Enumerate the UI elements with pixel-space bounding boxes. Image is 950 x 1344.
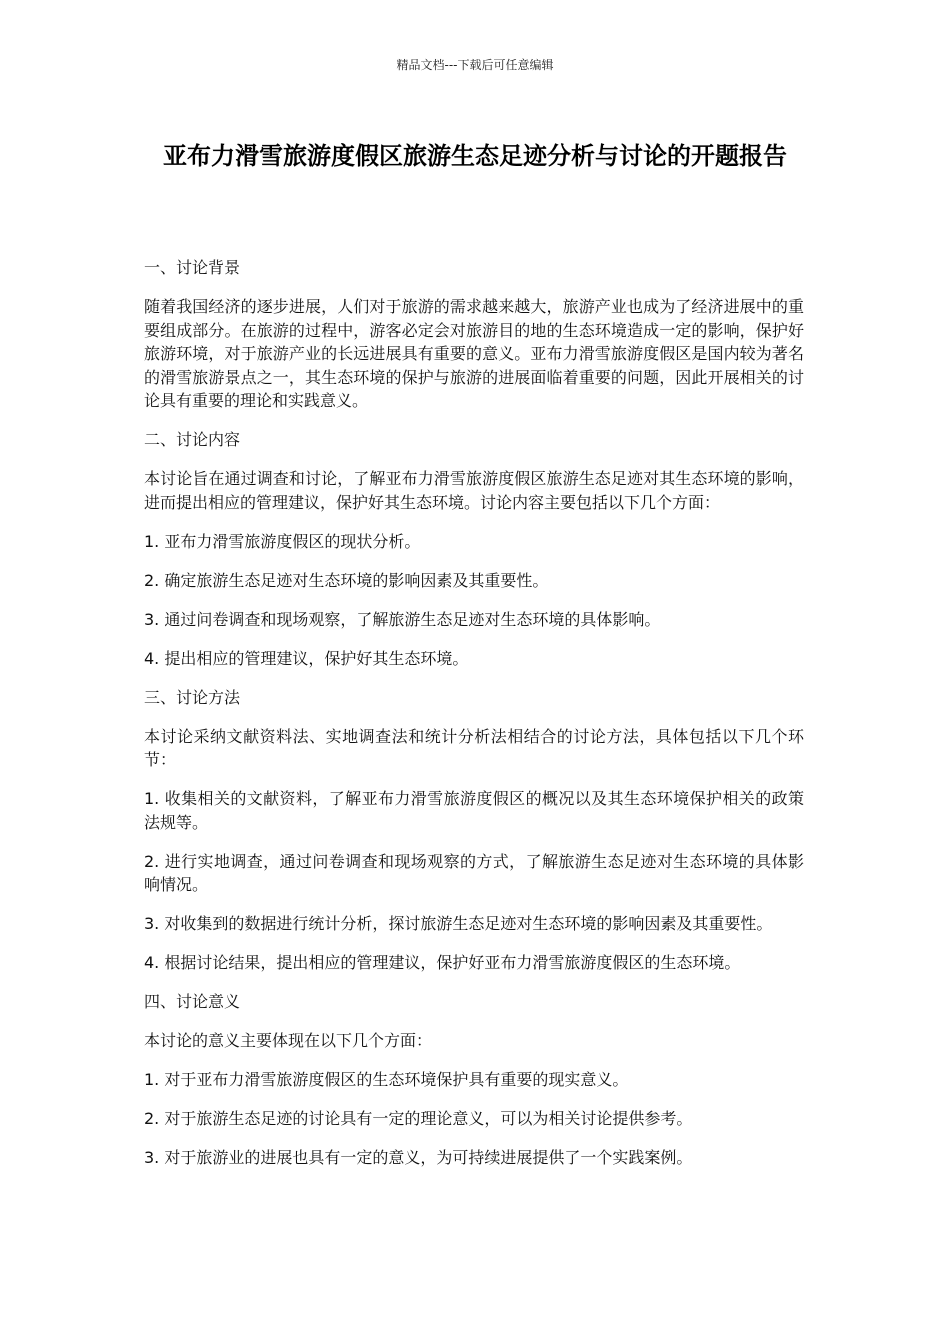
list-item: 1. 亚布力滑雪旅游度假区的现状分析。 xyxy=(144,531,421,551)
list-item: 2. 确定旅游生态足迹对生态环境的影响因素及其重要性。 xyxy=(144,570,549,590)
section-heading: 二、讨论内容 xyxy=(144,430,241,449)
document-title: 亚布力滑雪旅游度假区旅游生态足迹分析与讨论的开题报告 xyxy=(163,142,787,170)
paragraph: 本讨论旨在通过调查和讨论，了解亚布力滑雪旅游度假区旅游生态足迹对其生态环境的影响，进而提出相应的管理建议，保护好其生态环境。讨论内容主要包括以下几个方面： xyxy=(144,469,804,512)
list-item: 1. 对于亚布力滑雪旅游度假区的生态环境保护具有重要的现实意义。 xyxy=(144,1070,629,1089)
header-note: 精品文档---下载后可任意编辑 xyxy=(396,58,554,72)
list-item: 2. 对于旅游生态足迹的讨论具有一定的理论意义，可以为相关讨论提供参考。 xyxy=(144,1109,693,1128)
section-content xyxy=(144,428,804,670)
list-item: 4. 根据讨论结果，提出相应的管理建议，保护好亚布力滑雪旅游度假区的生态环境。 xyxy=(144,953,741,972)
list-item: 1. 收集相关的文献资料，了解亚布力滑雪旅游度假区的概况以及其生态环境保护相关的政策法规等。 xyxy=(144,789,804,832)
section-heading: 一、讨论背景 xyxy=(144,258,241,277)
section-heading: 四、讨论意义 xyxy=(144,992,241,1011)
list-item: 3. 对收集到的数据进行统计分析，探讨旅游生态足迹对生态环境的影响因素及其重要性。 xyxy=(144,914,773,933)
list-item: 4. 提出相应的管理建议，保护好其生态环境。 xyxy=(144,648,469,668)
list-item: 3. 对于旅游业的进展也具有一定的意义，为可持续进展提供了一个实践案例。 xyxy=(144,1148,693,1167)
list-item: 2. 进行实地调查，通过问卷调查和现场观察的方式，了解旅游生态足迹对生态环境的具体影响情况。 xyxy=(144,851,804,894)
document-body xyxy=(144,256,804,1185)
paragraph: 本讨论采纳文献资料法、实地调查法和统计分析法相结合的讨论方法，具体包括以下几个环节： xyxy=(144,726,804,769)
section-method xyxy=(144,686,804,975)
paragraph: 随着我国经济的逐步进展，人们对于旅游的需求越来越大，旅游产业也成为了经济进展中的重要组成部分。在旅游的过程中，游客必定会对旅游目的地的生态环境造成一定的影响，保护好旅游环境，对于旅游产业的长远进展具有重要的意义。亚布力滑雪旅游度假区是国内较为著名的滑雪旅游景点之一，其生态环境的保护与旅游的进展面临着重要的问题，因此开展相关的讨论具有重要的理论和实践意义。 xyxy=(144,297,804,410)
section-background xyxy=(144,256,804,413)
section-heading: 三、讨论方法 xyxy=(144,687,241,707)
section-significance xyxy=(144,990,804,1170)
list-item: 3. 通过问卷调查和现场观察，了解旅游生态足迹对生态环境的具体影响。 xyxy=(144,609,661,629)
paragraph: 本讨论的意义主要体现在以下几个方面： xyxy=(144,1031,433,1050)
